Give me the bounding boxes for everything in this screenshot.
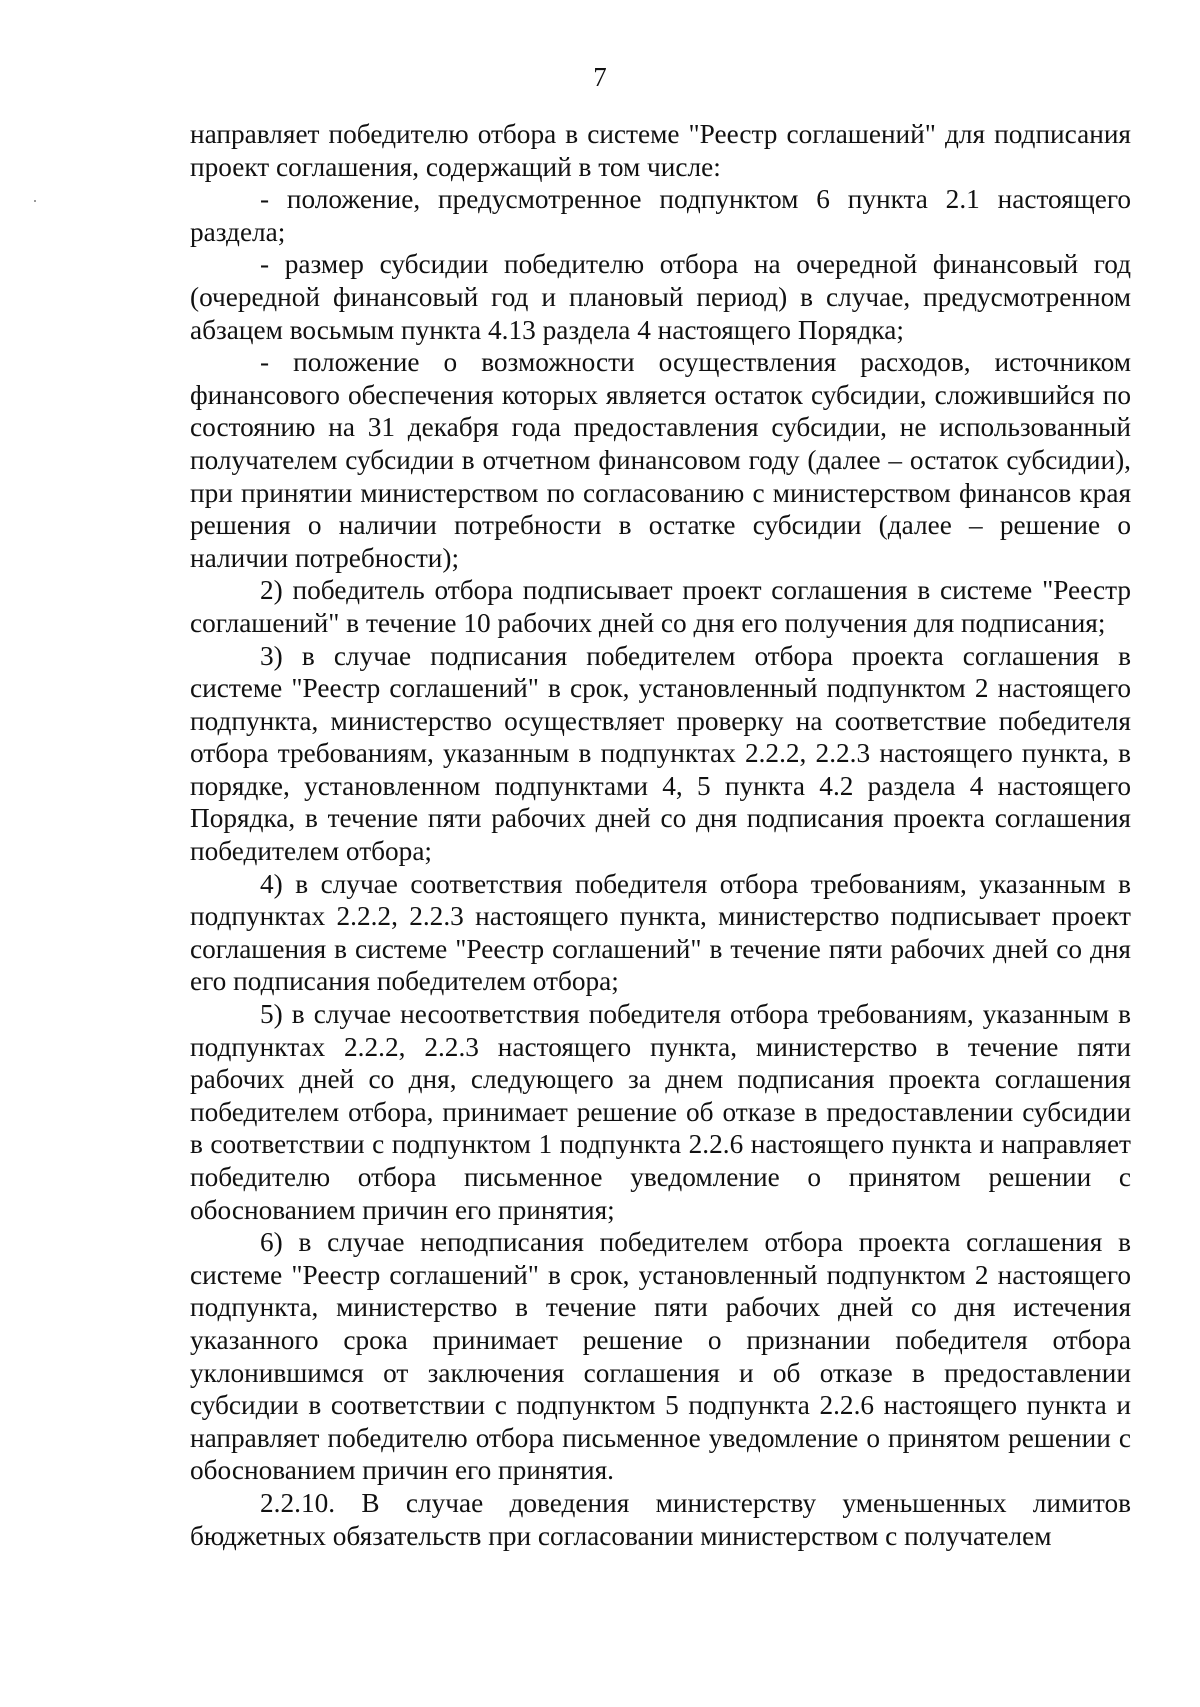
paragraph-dash-item-1: - положение, предусмотренное подпунктом 6 пункта 2.1 настоящего раздела; [190,184,1131,247]
paragraph-item-3: 3) в случае подписания победителем отбора проекта соглашения в системе "Реестр соглашений" в срок, установленный подпунктом 2 настоящего подпункта, министерство осуществляет проверку на соответствие победителя отбора требованиям, указанным в подпунктах 2.2.2, 2.2.3 настоящего пункта, в порядке, установленном подпунктами 4, 5 пункта 4.2 раздела 4 настоящего Порядка, в течение пяти рабочих дней со дня подписания проекта соглашения победителем отбора; [190,640,1131,867]
paragraph-dash-item-2: - размер субсидии победителю отбора на очередной финансовый год (очередной финансовый год и плановый период) в случае, предусмотренном абзацем восьмым пункта 4.13 раздела 4 настоящего Порядка; [190,249,1131,345]
paragraph-item-5: 5) в случае несоответствия победителя отбора требованиям, указанным в подпунктах 2.2.2, 2.2.3 настоящего пункта, министерство в течение пяти рабочих дней со дня, следующего за днем подписания проекта соглашения победителем отбора, принимает решение об отказе в предоставлении субсидии в соответствии с подпунктом 1 подпункта 2.2.6 настоящего пункта и направляет победителю отбора письменное уведомление о принятом решении с обоснованием причин его принятия; [190,999,1131,1225]
paragraph-item-6: 6) в случае неподписания победителем отбора проекта соглашения в системе "Реестр соглашений" в срок, установленный подпунктом 2 настоящего подпункта, министерство в течение пяти рабочих дней со дня истечения указанного срока принимает решение о признании победителя отбора уклонившимся от заключения соглашения и об отказе в предоставлении субсидии в соответствии с подпунктом 5 подпункта 2.2.6 настоящего пункта и направляет победителю отбора письменное уведомление о принятом решении с обоснованием причин его принятия. [190,1227,1131,1486]
scan-artifact-mark [34,200,36,202]
paragraph-dash-item-3: - положение о возможности осуществления расходов, источником финансового обеспечения которых является остаток субсидии, сложившийся по состоянию на 31 декабря года предоставления субсидии, не использованный получателем субсидии в отчетном финансовом году (далее – остаток субсидии), при принятии министерством по согласованию с министерством финансов края решения о наличии потребности в остатке субсидии (далее – решение о наличии потребности); [190,347,1131,573]
paragraph-continuation: направляет победителю отбора в системе "Реестр соглашений" для подписания проект соглашения, содержащий в том числе: [190,119,1131,182]
paragraph-item-4: 4) в случае соответствия победителя отбора требованиям, указанным в подпунктах 2.2.2, 2.2.3 настоящего пункта, министерство подписывает проект соглашения в системе "Реестр соглашений" в течение пяти рабочих дней со дня его подписания победителем отбора; [190,868,1131,997]
page-number: 7 [593,62,607,92]
paragraph-2-2-10: 2.2.10. В случае доведения министерству уменьшенных лимитов бюджетных обязательств при согласовании министерством с получателем [190,1487,1131,1551]
paragraph-item-2: 2) победитель отбора подписывает проект соглашения в системе "Реестр соглашений" в течение 10 рабочих дней со дня его получения для подписания; [190,575,1131,638]
document-body [190,118,1131,1552]
